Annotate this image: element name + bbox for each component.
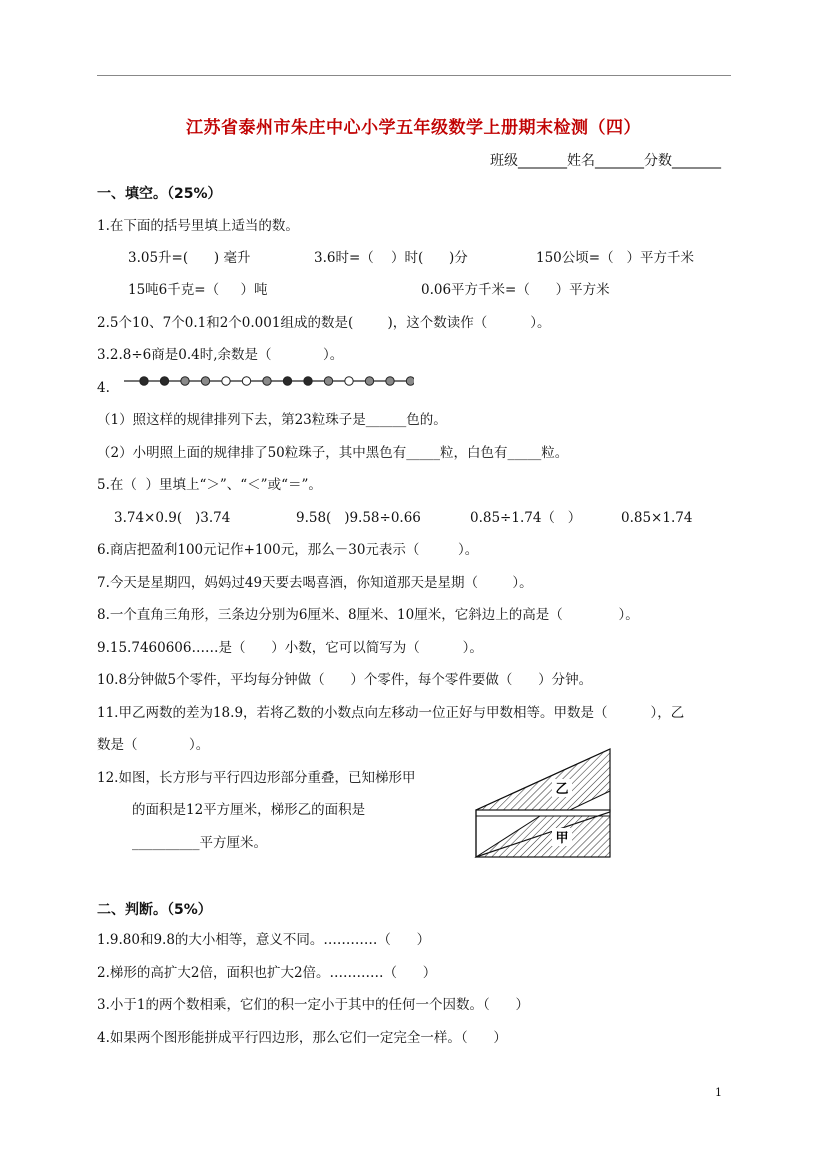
question-12-line1: 12.如图，长方形与平行四边形部分重叠，已知梯形甲: [97, 770, 416, 786]
q5-item-b: 9.58( )9.58÷0.66: [296, 510, 421, 526]
question-9: 9.15.7460606……是（ ）小数，它可以简写为（ ）。: [97, 640, 483, 656]
q1-item-c: 150公顷=（ ）平方千米: [536, 250, 694, 266]
question-4-1: （1）照这样的规律排列下去，第23粒珠子是______色的。: [97, 412, 447, 428]
page-title: 江苏省泰州市朱庄中心小学五年级数学上册期末检测（四）: [186, 118, 641, 138]
bead-black: [283, 377, 291, 385]
bead-gray: [324, 377, 332, 385]
q1-item-a: 3.05升=( ) 毫升: [128, 250, 251, 266]
bead-gray: [406, 377, 414, 385]
bead-gray: [181, 377, 189, 385]
q1-item-d: 15吨6千克=（ ）吨: [128, 282, 268, 298]
label-yi: 乙: [555, 782, 569, 797]
question-3: 3.2.8÷6商是0.4时,余数是（ ）。: [97, 347, 344, 363]
q5-item-a: 3.74×0.9( )3.74: [114, 510, 231, 526]
judge-2: 2.梯形的高扩大2倍，面积也扩大2倍。…………（ ）: [97, 965, 437, 981]
question-10: 10.8分钟做5个零件，平均每分钟做（ ）个零件，每个零件要做（ ）分钟。: [97, 672, 593, 688]
bead-white: [345, 377, 353, 385]
question-12-line3: __________平方厘米。: [132, 835, 267, 851]
bead-black: [140, 377, 148, 385]
header-rule: [97, 75, 731, 76]
bead-white: [222, 377, 230, 385]
section-heading-fill: 一、填空。（25%）: [97, 186, 222, 202]
judge-3: 3.小于1的两个数相乘，它们的积一定小于其中的任何一个因数。（ ）: [97, 997, 529, 1013]
question-11-line1: 11.甲乙两数的差为18.9，若将乙数的小数点向左移动一位正好与甲数相等。甲数是（ ），乙: [97, 705, 685, 721]
section-heading-judge: 二、判断。（5%）: [97, 902, 212, 918]
bead-gray: [365, 377, 373, 385]
q1-item-b: 3.6时=（ ）时( )分: [314, 250, 468, 266]
beads-illustration: [122, 373, 414, 389]
question-7: 7.今天是星期四，妈妈过49天要去喝喜酒，你知道那天是星期（ ）。: [97, 575, 533, 591]
question-4-2: （2）小明照上面的规律排了50粒珠子，其中黑色有_____粒，白色有_____粒。: [97, 445, 569, 461]
bead-black: [160, 377, 168, 385]
bead-white: [242, 377, 250, 385]
q1-item-e: 0.06平方千米=（ ）平方米: [421, 282, 610, 298]
judge-1: 1.9.80和9.8的大小相等，意义不同。…………（ ）: [97, 932, 431, 948]
question-5: 5.在（ ）里填上“＞”、“＜”或“＝”。: [97, 477, 322, 493]
bead-gray: [386, 377, 394, 385]
bead-gray: [201, 377, 209, 385]
overlap-figure: [474, 747, 614, 859]
question-8: 8.一个直角三角形，三条边分别为6厘米、8厘米、10厘米，它斜边上的高是（ ）。: [97, 607, 639, 623]
question-2: 2.5个10、7个0.1和2个0.001组成的数是( )，这个数读作（ ）。: [97, 315, 551, 331]
q5-item-d: 0.85×1.74: [621, 510, 693, 526]
question-12-line2: 的面积是12平方厘米，梯形乙的面积是: [132, 802, 366, 818]
page-number: 1: [715, 1086, 722, 1099]
q5-item-c: 0.85÷1.74（ ）: [470, 510, 582, 526]
label-jia: 甲: [555, 831, 569, 846]
student-info: 班级_______姓名_______分数_______: [490, 153, 721, 169]
question-11-line2: 数是（ ）。: [97, 737, 210, 753]
judge-4: 4.如果两个图形能拼成平行四边形，那么它们一定完全一样。（ ）: [97, 1030, 507, 1046]
bead-gray: [263, 377, 271, 385]
question-1: 1.在下面的括号里填上适当的数。: [97, 218, 299, 234]
bead-black: [304, 377, 312, 385]
question-4: 4.: [97, 380, 110, 396]
question-6: 6.商店把盈利100元记作+100元，那么－30元表示（ ）。: [97, 542, 479, 558]
trapezoid-yi: [476, 749, 610, 810]
